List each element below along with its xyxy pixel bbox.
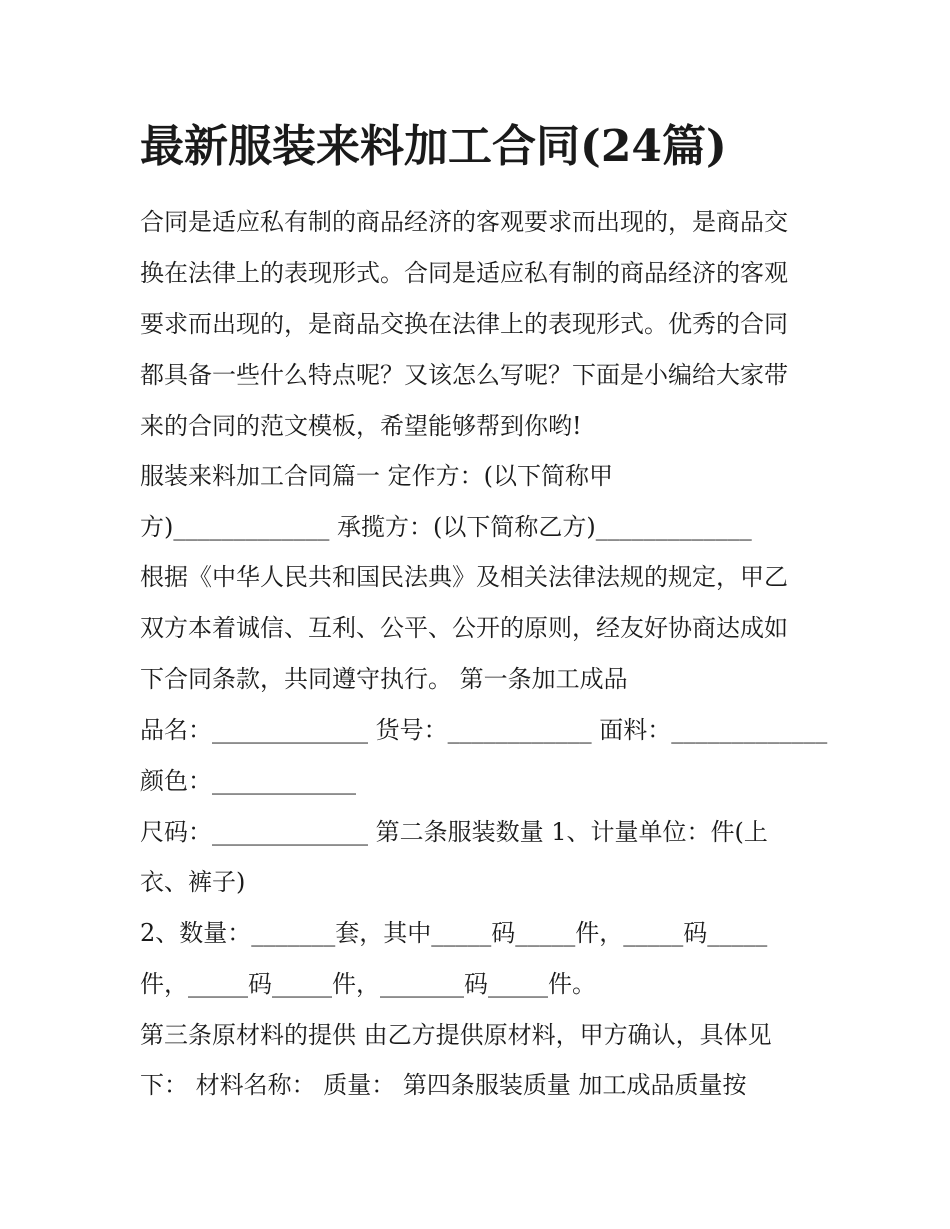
paragraph-line: 下合同条款，共同遵守执行。 第一条加工成品 [140,665,628,693]
paragraph-line: 双方本着诚信、互利、公平、公开的原则，经友好协商达成如 [140,614,788,642]
paragraph-line: 方)_____________ 承揽方：(以下简称乙方)_____________ [140,513,752,541]
document-title: 最新服装来料加工合同(24篇) [140,121,727,172]
paragraph-line: 颜色：____________ [140,767,356,795]
paragraph-line: 合同是适应私有制的商品经济的客观要求而出现的，是商品交 [140,208,788,236]
paragraph-line: 第三条原材料的提供 由乙方提供原材料，甲方确认，具体见 [140,1021,772,1049]
paragraph-line: 尺码：_____________ 第二条服装数量 1、计量单位：件(上 [140,818,768,846]
paragraph-line: 服装来料加工合同篇一 定作方：(以下简称甲 [140,462,613,490]
paragraph-line: 要求而出现的，是商品交换在法律上的表现形式。优秀的合同 [140,310,788,338]
paragraph-line: 来的合同的范文模板，希望能够帮到你哟! [140,412,582,440]
paragraph-line: 下： 材料名称： 质量： 第四条服装质量 加工成品质量按 [140,1071,747,1099]
paragraph-line: 件，_____码_____件，_______码_____件。 [140,970,596,998]
paragraph-line: 2、数量：_______套，其中_____码_____件，_____码_____ [140,919,768,947]
paragraph-line: 根据《中华人民共和国民法典》及相关法律法规的规定，甲乙 [140,563,788,591]
paragraph-line: 品名：_____________ 货号：____________ 面料：_____________ [140,716,828,744]
paragraph-line: 换在法律上的表现形式。合同是适应私有制的商品经济的客观 [140,259,788,287]
paragraph-line: 衣、裤子) [140,868,246,896]
paragraph-line: 都具备一些什么特点呢？又该怎么写呢？下面是小编给大家带 [140,361,788,389]
